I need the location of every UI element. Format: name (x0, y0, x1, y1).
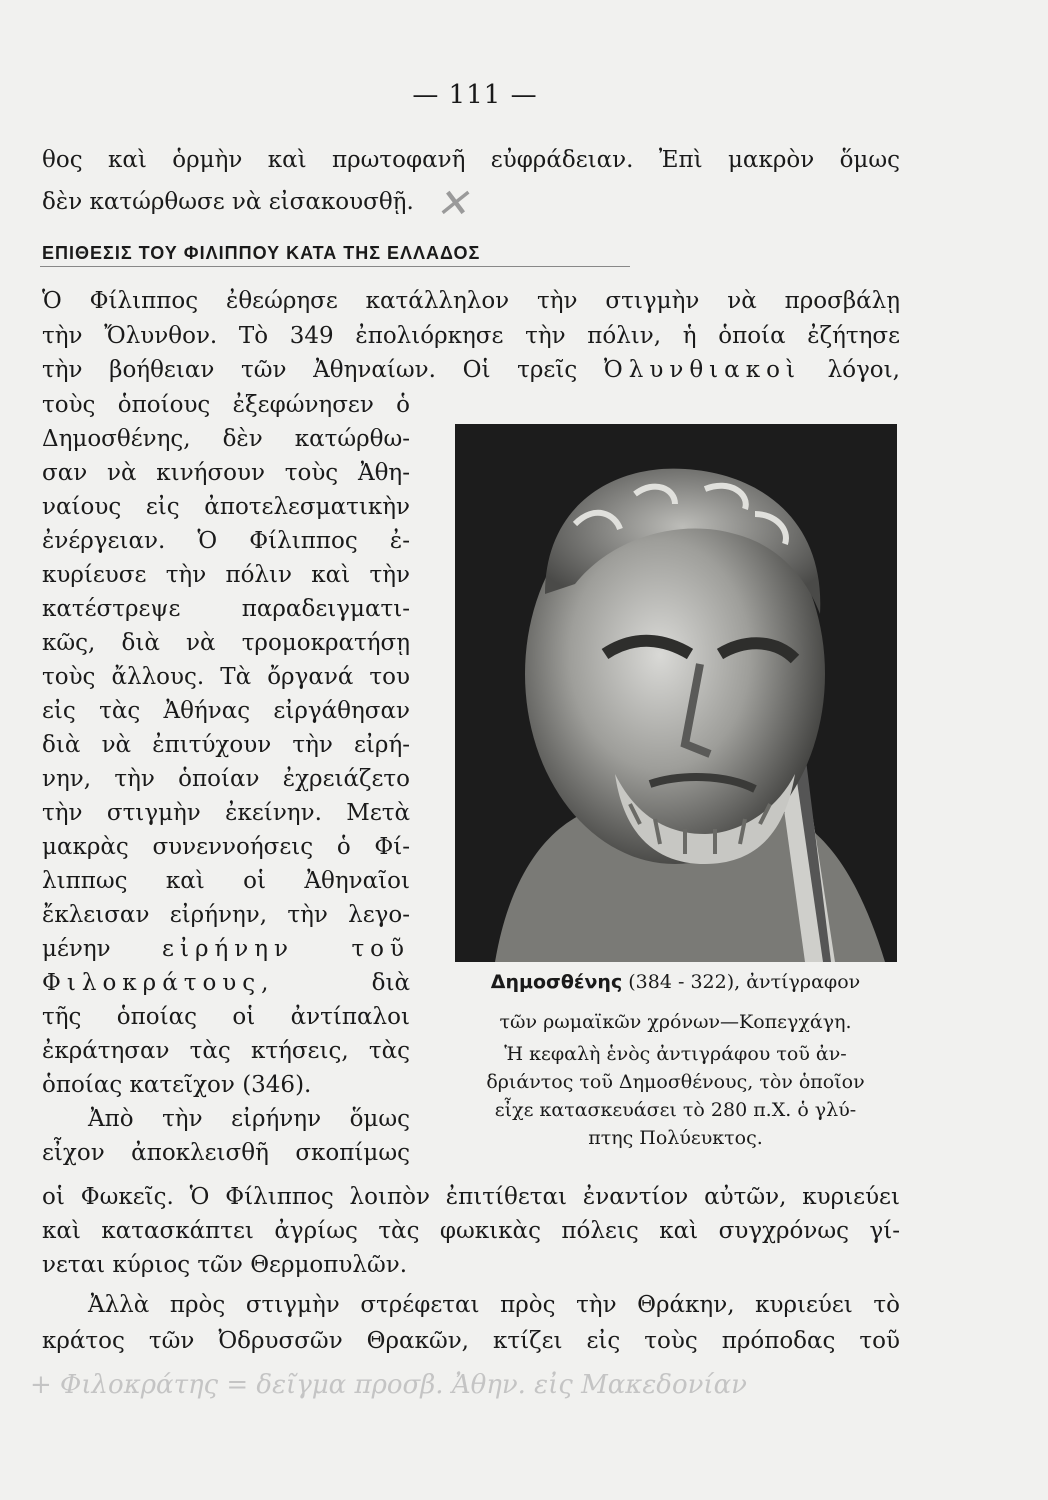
text-line: τὴν στιγμὴν ἐκείνην. Μετὰ (42, 800, 410, 826)
text-line: εἰς τὰς Ἀθήνας εἰργάθησαν (42, 698, 410, 724)
text-line-fragment: λόγοι, (827, 357, 900, 383)
text-line: Ὁ Φίλιππος ἐθεώρησε κατάλληλον τὴν στιγμὴν νὰ προσβάλῃ (42, 288, 900, 314)
text-line: τῆς ὁποίας οἱ ἀντίπαλοι (42, 1004, 410, 1030)
caption-line: εἶχε κατασκευάσει τὸ 280 π.Χ. ὁ γλύ- (494, 1099, 857, 1121)
portrait-demosthenes (455, 424, 897, 962)
text-line: κυρίευσε τὴν πόλιν καὶ τὴν (42, 562, 410, 588)
text-line: κῶς, διὰ νὰ τρομοκρατήσῃ (42, 630, 410, 656)
pencil-mark: ✕ (435, 181, 469, 227)
text-line: Ἀλλὰ πρὸς στιγμὴν στρέφεται πρὸς τὴν Θράκην, κυριεύει τὸ (88, 1292, 900, 1318)
text-line: διὰ νὰ ἐπιτύχουν τὴν εἰρή- (42, 732, 410, 758)
text-line: Δημοσθένης, δὲν κατώρθω- (42, 426, 410, 452)
text-line: ἐνέργειαν. Ὁ Φίλιππος ἐ- (42, 528, 410, 554)
text-line (42, 968, 410, 998)
pencil-note: + Φιλοκράτης = δεῖγμα προσβ. Ἀθην. εἰς Μακεδονίαν (30, 1370, 747, 1400)
text-line-fragment: διὰ (371, 970, 410, 996)
text-line: οἱ Φωκεῖς. Ὁ Φίλιππος λοιπὸν ἐπιτίθεται ἐναντίον αὐτῶν, κυριεύει (42, 1184, 900, 1210)
text-line: κατέστρεψε παραδειγματι- (42, 596, 410, 622)
text-line: λιππως καὶ οἱ Ἀθηναῖοι (42, 868, 410, 894)
page-number: — 111 — (412, 80, 538, 110)
text-line: ἔκλεισαν εἰρήνην, τὴν λεγο- (42, 902, 410, 928)
text-line: καὶ κατασκάπτει ἀγρίως τὰς φωκικὰς πόλεις καὶ συγχρόνως γί- (42, 1218, 900, 1244)
spaced-emphasis: Ὀλυνθιακοὶ (603, 357, 801, 383)
bust-illustration (455, 424, 897, 962)
caption-line (438, 968, 913, 996)
text-line-fragment: τὴν βοήθειαν τῶν Ἀθηναίων. Οἱ τρεῖς (42, 357, 578, 383)
text-line: θος καὶ ὁρμὴν καὶ πρωτοφανῆ εὐφράδειαν. Ἐπὶ μακρὸν ὅμως (42, 147, 900, 173)
section-heading: ΕΠΙΘΕΣΙΣ ΤΟΥ ΦΙΛΙΠΠΟΥ ΚΑΤΑ ΤΗΣ ΕΛΛΑΔΟΣ (42, 243, 481, 263)
caption-line: Ἡ κεφαλὴ ἑνὸς ἀντιγράφου τοῦ ἀν- (504, 1043, 847, 1065)
caption-line-fragment: (384 - 322), ἀντίγραφον (628, 971, 861, 993)
text-line (42, 934, 410, 964)
text-line: ἐκράτησαν τὰς κτήσεις, τὰς (42, 1038, 410, 1064)
caption-name: Δημοσθένης (490, 971, 623, 993)
heading-underline (40, 266, 630, 267)
text-line-fragment: δὲν κατώρθωσε νὰ εἰσακουσθῇ. (42, 189, 414, 215)
text-line (42, 355, 900, 385)
text-line: νεται κύριος τῶν Θερμοπυλῶν. (42, 1252, 408, 1278)
text-line-fragment: μένην (42, 936, 111, 962)
text-line: τὴν Ὄλυνθον. Τὸ 349 ἐπολιόρκησε τὴν πόλιν, ἡ ὁποία ἐζήτησε (42, 323, 900, 349)
text-line: εἶχον ἀποκλεισθῆ σκοπίμως (42, 1140, 410, 1166)
text-line (42, 181, 469, 227)
text-line: τοὺς ἄλλους. Τὰ ὄργανά του (42, 664, 410, 690)
text-line: σαν νὰ κινήσουν τοὺς Ἀθη- (42, 460, 410, 486)
text-line: νην, τὴν ὁποίαν ἐχρειάζετο (42, 766, 410, 792)
text-line: μακρὰς συνεννοήσεις ὁ Φί- (42, 834, 410, 860)
caption-line: τῶν ρωμαϊκῶν χρόνων—Κοπεγχάγη. (499, 1011, 852, 1033)
spaced-emphasis: Φιλοκράτους, (42, 970, 275, 996)
text-line: κράτος τῶν Ὀδρυσσῶν Θρακῶν, κτίζει εἰς τοὺς πρόποδας τοῦ (42, 1328, 900, 1354)
text-line: Ἀπὸ τὴν εἰρήνην ὅμως (88, 1106, 410, 1132)
spaced-emphasis: εἰρήνην τοῦ (162, 936, 411, 962)
caption-line: δριάντος τοῦ Δημοσθένους, τὸν ὁποῖον (486, 1071, 865, 1093)
text-line: ναίους εἰς ἀποτελεσματικὴν (42, 494, 410, 520)
text-line: ὁποίας κατεῖχον (346). (42, 1072, 312, 1098)
text-line: τοὺς ὁποίους ἐξεφώνησεν ὁ (42, 392, 410, 418)
caption-line: πτης Πολύευκτος. (588, 1127, 763, 1149)
